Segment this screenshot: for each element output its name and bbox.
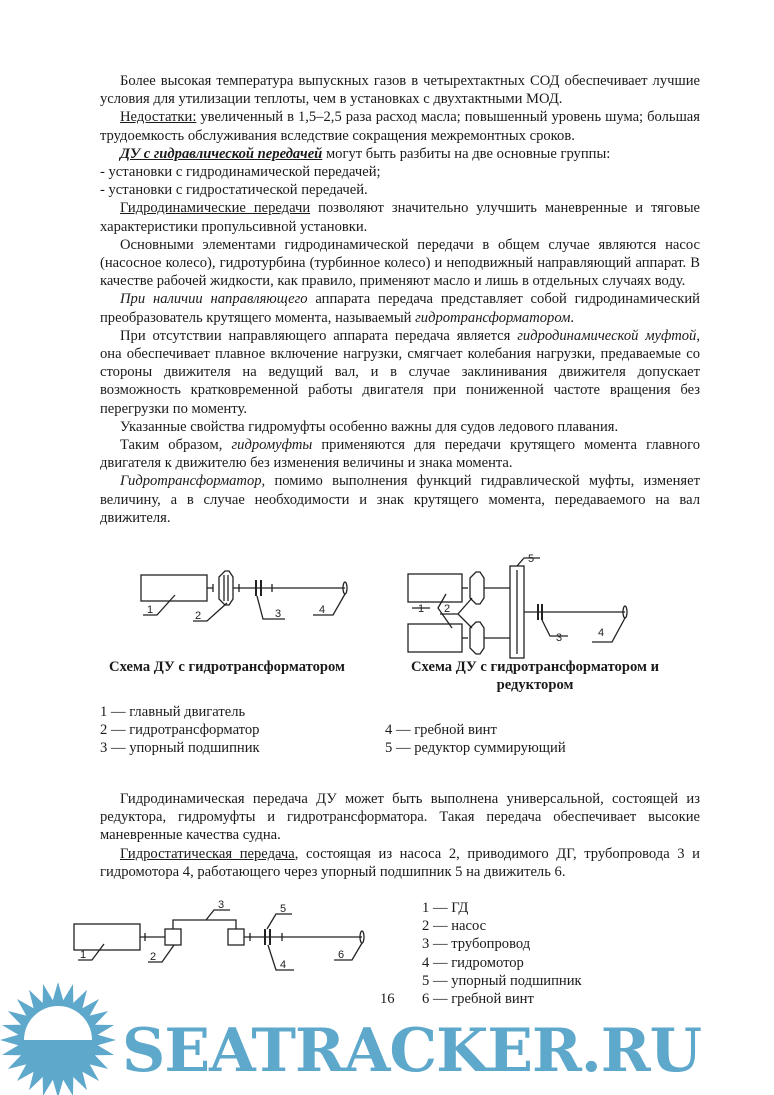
term: гидродинамической муфтой [517,327,697,344]
body-text-bottom [100,790,700,881]
label-4: 4 [319,604,326,616]
text: могут быть разбиты на две основные группы: [322,145,611,162]
sun-logo-icon [0,980,118,1095]
text: применяются для передачи крутящего момента главного двигателя к движителю без изменения величины и знака момента. [100,437,700,472]
text: При отсутствии направляющего аппарата передача является [120,327,518,344]
paragraph: Гидродинамическая передача ДУ может быть выполнена универсальной, состоящей из редуктора, гидромуфты и гидротрансформатора. Такая передача обеспечивает высокие маневренные качества судна. [100,791,700,844]
label-1: 1 [147,604,154,616]
legend-item: 6 — гребной винт [422,991,534,1008]
diagram-hydrostatic [70,900,370,975]
term: гидромуфты [231,437,313,454]
label-3: 3 [275,608,282,620]
paragraph-hydraulic [100,145,700,163]
paragraph [100,436,700,472]
label-1: 1 [418,603,425,615]
paragraph [100,327,700,418]
text: помимо выполнения функций гидравлической муфты, изменяет величину, а в случае необходимости и знак крутящего момента, передаваемого на вал движителя. [100,473,700,526]
list-item: - установки с гидростатической передачей. [100,182,368,199]
text: , состоящая из насоса 2, приводимого ДГ, трубопровода 3 и гидромотора 4, работающего через упорный подшипник 5 на движитель 6. [100,845,700,880]
legend-item: 1 — ГД [422,900,469,916]
label-6: 6 [338,949,345,961]
hydraulic-heading: ДУ с гидравлической передачей [120,145,323,162]
legend-item: 4 — гидромотор [422,954,524,971]
legend-item: 5 — упорный подшипник [422,972,582,989]
label-1: 1 [80,949,87,961]
term: Гидротрансформатор, [120,473,266,490]
label-5: 5 [528,553,535,565]
watermark-text: SEATRACKER.RU [122,1016,701,1086]
paragraph [100,845,700,881]
text: , она обеспечивает плавное включение нагрузки, смягчает колебания нагрузки, предаваемые со стороны движителя на ведущий вал, и в случае заклинивания движителя допускает возможность кратковременной работы двигателя при пониженной частоте вращения без перегрузки по моменту. [100,327,700,417]
legend-item: 3 — упорный подшипник [100,740,260,756]
text: увеличенный в 1,5–2,5 раза расход масла; повышенный уровень шума; большая трудоемкость обслуживания вследствие сокращения межремонтных сроков. [100,109,700,144]
legend-hydrostatic [422,899,582,1008]
label-4: 4 [598,627,605,639]
label-3: 3 [556,632,563,644]
disadvantages-label: Недостатки: [120,109,197,126]
text: Таким образом, [120,437,232,454]
figure1-caption: Схема ДУ с гидротрансформатором [109,659,345,675]
label-5: 5 [280,903,287,915]
text: . [570,309,575,326]
paragraph [100,472,700,527]
legend-item: 1 — главный двигатель [100,704,246,720]
paragraph [100,199,700,235]
label-3: 3 [218,900,225,911]
legend-item: 5 — редуктор суммирующий [385,740,566,756]
italic-text: При наличии направляющего [120,291,308,308]
figure2-caption: Схема ДУ с гидротрансформатором и редуктором [411,659,659,693]
label-2: 2 [444,603,451,615]
list-item: - установки с гидродинамической передачей; [100,164,381,181]
label-4: 4 [280,959,287,971]
legend-item: 3 — трубопровод [422,936,531,953]
legend-item: 4 — гребной винт [385,722,497,738]
legend-item: 2 — насос [422,918,487,935]
term: гидротрансформатором [415,309,571,326]
legend-item: 2 — гидротрансформатор [100,722,260,738]
page-number: 16 [380,991,395,1007]
label-2: 2 [150,951,157,963]
term: Гидродинамические передачи [120,200,311,217]
paragraph-disadvantages [100,108,700,144]
text: аппарата передача представляет собой гидродинамический преобразователь крутящего момента, называемый [100,291,700,326]
paragraph: Более высокая температура выпускных газов в четырехтактных СОД обеспечивает лучшие условия для утилизации теплоты, чем в установках с двухтактными МОД. [100,73,700,108]
paragraph [100,290,700,326]
diagram-torque-converter [135,565,365,630]
body-text-top [100,72,700,527]
paragraph: Основными элементами гидродинамической передачи в общем случае являются насос (насосное колесо), гидротурбина (турбинное колесо) и неподвижный направляющий аппарат. В качестве рабочей жидкости, как правило, применяют масло и лишь в отдельных случаях воду. [100,236,700,290]
text: позволяют значительно улучшить маневренные и тяговые характеристики пропульсивной установки. [100,200,700,235]
paragraph: Указанные свойства гидромуфты особенно важны для судов ледового плавания. [120,418,619,435]
label-2: 2 [195,610,202,622]
diagram-torque-converter-reducer [400,550,640,660]
term: Гидростатическая передача [120,845,295,862]
